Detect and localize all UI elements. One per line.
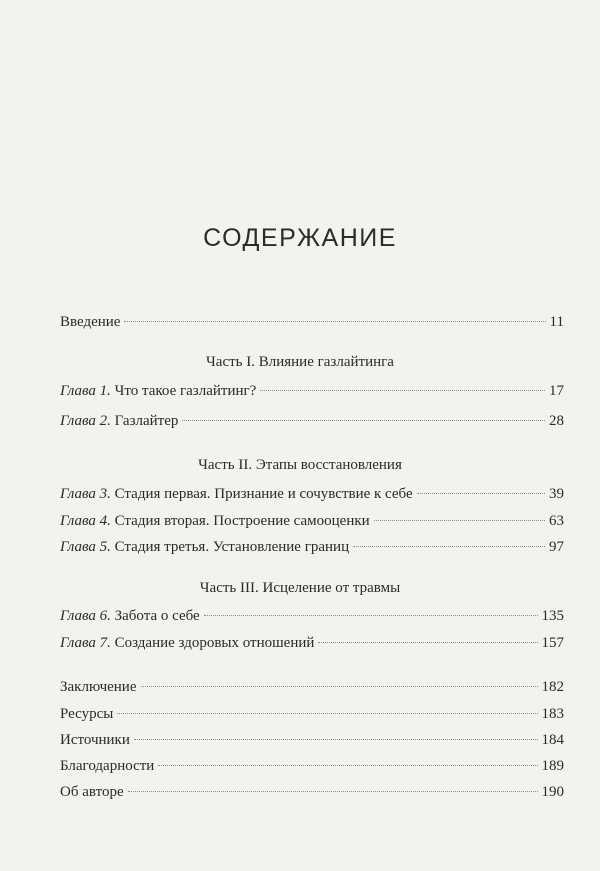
- toc-entry-resources: [60, 704, 564, 724]
- page-title: СОДЕРЖАНИЕ: [203, 224, 397, 252]
- chapter-prefix: Глава 3.: [60, 486, 111, 502]
- toc-entry-chapter-4: [60, 511, 564, 531]
- chapter-prefix: Глава 5.: [60, 539, 111, 555]
- chapter-prefix: Глава 2.: [60, 413, 111, 429]
- toc-page-number: 28: [549, 413, 564, 429]
- chapter-prefix: Глава 6.: [60, 608, 111, 624]
- chapter-title: Газлайтер: [114, 413, 179, 429]
- toc-page-number: 182: [541, 679, 564, 695]
- dot-leader: [182, 420, 545, 421]
- toc-entry-label: [60, 537, 349, 557]
- dot-leader: [318, 642, 537, 643]
- toc-entry-label: [60, 633, 314, 653]
- toc-page-number: 63: [549, 513, 564, 529]
- toc-page-number: 183: [541, 706, 564, 722]
- toc-entry-label: [60, 606, 200, 626]
- chapter-title: Стадия первая. Признание и сочувствие к себе: [114, 486, 413, 502]
- toc-entry-label: Источники: [60, 732, 130, 748]
- chapter-title: Забота о себе: [114, 608, 200, 624]
- toc-entry-chapter-2: [60, 411, 564, 431]
- toc-entry-label: Об авторе: [60, 784, 124, 800]
- toc-entry-label: Заключение: [60, 679, 137, 695]
- chapter-title: Создание здоровых отношений: [114, 635, 315, 651]
- dot-leader: [417, 493, 545, 494]
- part-heading-1: Часть I. Влияние газлайтинга: [206, 354, 394, 370]
- toc-entry-chapter-6: [60, 606, 564, 626]
- part-heading-3: Часть III. Исцеление от травмы: [199, 580, 401, 596]
- toc-page-number: 157: [541, 635, 564, 651]
- toc-entry-label: [60, 411, 178, 431]
- part-heading-2: Часть II. Этапы восстановления: [198, 457, 402, 473]
- dot-leader: [353, 546, 545, 547]
- dot-leader: [117, 713, 537, 714]
- dot-leader: [374, 520, 545, 521]
- toc-page-number: 190: [541, 784, 564, 800]
- toc-entry-conclusion: [60, 677, 564, 697]
- dot-leader: [141, 686, 538, 687]
- toc-entry-label: Ресурсы: [60, 706, 114, 722]
- toc-entry-chapter-7: [60, 633, 564, 653]
- toc-page-number: 184: [541, 732, 564, 748]
- chapter-title: Стадия третья. Установление границ: [114, 539, 350, 555]
- toc-page-number: 189: [541, 758, 564, 774]
- chapter-prefix: Глава 7.: [60, 635, 111, 651]
- toc-entry-chapter-1: [60, 381, 564, 401]
- toc-entry-intro: [60, 312, 564, 332]
- toc-page-number: 39: [549, 486, 564, 502]
- toc-page-number: 135: [541, 608, 564, 624]
- toc-entry-label: Благодарности: [60, 758, 155, 774]
- chapter-title: Стадия вторая. Построение самооценки: [114, 513, 370, 529]
- toc-page-number: 97: [549, 539, 564, 555]
- dot-leader: [204, 615, 538, 616]
- dot-leader: [158, 765, 537, 766]
- toc-entry-sources: [60, 730, 564, 750]
- chapter-title: Что такое газлайтинг?: [114, 383, 257, 399]
- toc-entry-label: [60, 381, 256, 401]
- toc-entry-about-author: [60, 782, 564, 802]
- dot-leader: [128, 791, 538, 792]
- toc-entry-label: [60, 484, 413, 504]
- toc-entry-label: [60, 511, 370, 531]
- dot-leader: [134, 739, 538, 740]
- chapter-prefix: Глава 4.: [60, 513, 111, 529]
- dot-leader: [124, 321, 545, 322]
- toc-entry-chapter-5: [60, 537, 564, 557]
- toc-page-number: 17: [549, 383, 564, 399]
- chapter-prefix: Глава 1.: [60, 383, 111, 399]
- toc-page-number: 11: [549, 314, 564, 330]
- toc-entry-acknowledgements: [60, 756, 564, 776]
- toc-entry-chapter-3: [60, 484, 564, 504]
- dot-leader: [260, 390, 545, 391]
- toc-entry-label: Введение: [60, 314, 121, 330]
